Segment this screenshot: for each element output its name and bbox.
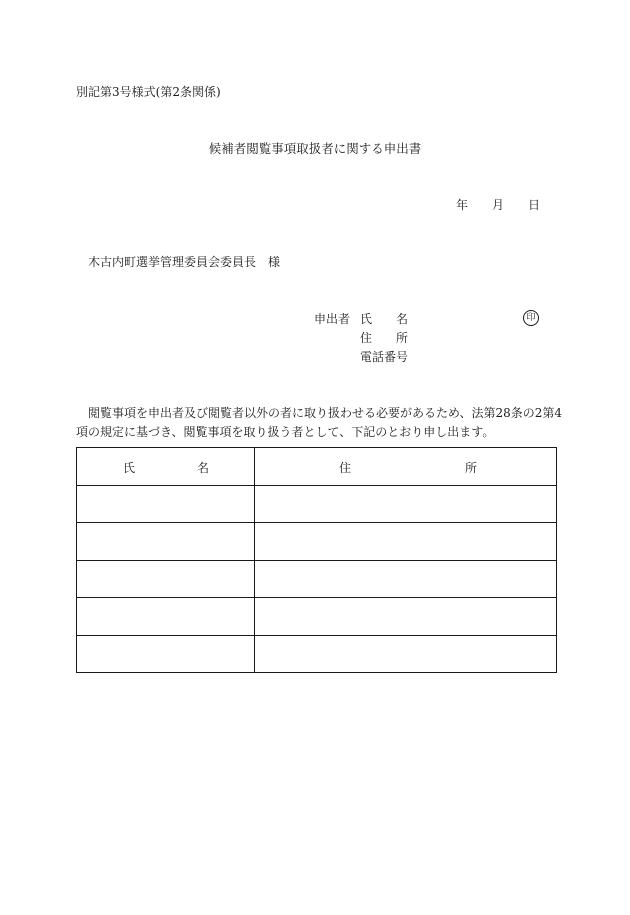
- name-cell[interactable]: [77, 598, 255, 636]
- table-row: [77, 560, 557, 598]
- table-row: [77, 523, 557, 561]
- table-row: [77, 485, 557, 523]
- address-cell[interactable]: [255, 485, 557, 523]
- body-line: 閲覧事項を申出者及び閲覧者以外の者に取り扱わせる必要があるため、法第28条の2第4: [88, 406, 563, 420]
- address-cell[interactable]: [255, 523, 557, 561]
- address-cell[interactable]: [255, 598, 557, 636]
- header-name-char: 氏: [123, 461, 136, 475]
- header-name-cell: [77, 448, 255, 486]
- table-row: [77, 635, 557, 673]
- body-line: 項の規定に基づき、閲覧事項を取り扱う者として、下記のとおり申し出ます。: [76, 425, 495, 439]
- name-cell[interactable]: [77, 523, 255, 561]
- form-reference: 別記第3号様式(第2条関係): [76, 85, 221, 99]
- applicant-name-label: 氏 名: [360, 312, 409, 326]
- header-address-cell: [255, 448, 557, 486]
- name-cell[interactable]: [77, 560, 255, 598]
- addressee: 木古内町選挙管理委員会委員長 様: [88, 255, 281, 269]
- address-cell[interactable]: [255, 560, 557, 598]
- date-day-label: 日: [528, 198, 541, 212]
- address-cell[interactable]: [255, 635, 557, 673]
- body-paragraph: [76, 404, 563, 442]
- name-cell[interactable]: [77, 635, 255, 673]
- document-title: 候補者閲覧事項取扱者に関する申出書: [208, 141, 422, 156]
- table-row: [77, 598, 557, 636]
- name-cell[interactable]: [77, 485, 255, 523]
- date-year-label: 年: [456, 198, 469, 212]
- table-header-row: [77, 448, 557, 486]
- seal-icon: 印: [523, 310, 539, 326]
- header-address-char: 所: [465, 461, 478, 475]
- header-address-char: 住: [339, 461, 352, 475]
- applicant-phone-label: 電話番号: [360, 350, 409, 364]
- header-name-char: 名: [197, 461, 210, 475]
- applicant-address-label: 住 所: [360, 331, 409, 345]
- date-month-label: 月: [492, 198, 505, 212]
- handler-table: [76, 447, 557, 673]
- applicant-label: 申出者: [314, 312, 351, 326]
